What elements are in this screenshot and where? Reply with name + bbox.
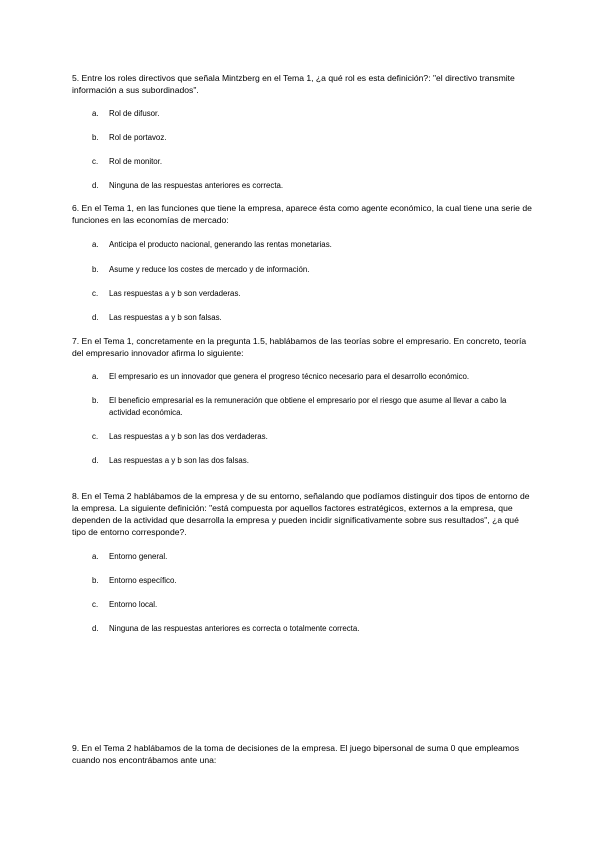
question-7-option-d	[92, 455, 512, 467]
question-8-option-d	[92, 623, 512, 635]
option-letter: d.	[92, 624, 99, 633]
question-6-option-a	[92, 239, 512, 251]
question-8-option-b	[92, 575, 512, 587]
option-letter: b.	[92, 576, 99, 585]
option-text: Entorno específico.	[109, 576, 177, 585]
option-text: Rol de portavoz.	[109, 133, 167, 142]
question-5-option-b	[92, 132, 512, 144]
option-letter: c.	[92, 600, 99, 609]
question-5-text: 5. Entre los roles directivos que señala Mintzberg en el Tema 1, ¿a qué rol es esta definición?: "el directivo transmite información a sus subordinados".	[72, 73, 515, 95]
option-letter: a.	[92, 552, 99, 561]
question-8-text: 8. En el Tema 2 hablábamos de la empresa y de su entorno, señalando que podíamos distinguir dos tipos de entorno de la empresa. La siguiente definición: "está compuesta por aquellos factores estratégicos, externos a la empresa, que dependen de la actividad que desarrolla la empresa y pueden incidir significativamente sobre sus resultados", ¿a qué tipo de entorno corresponde?.	[72, 491, 530, 537]
option-letter: a.	[92, 372, 99, 381]
option-letter: b.	[92, 133, 99, 142]
option-letter: b.	[92, 265, 99, 274]
option-letter: d.	[92, 181, 99, 190]
option-letter: a.	[92, 240, 99, 249]
question-6-text: 6. En el Tema 1, en las funciones que tiene la empresa, aparece ésta como agente económico, la cual tiene una serie de funciones en las economías de mercado:	[72, 203, 532, 225]
question-6-option-b	[92, 264, 512, 276]
option-letter: d.	[92, 313, 99, 322]
question-8-option-c	[92, 599, 512, 611]
option-text: Entorno general.	[109, 552, 168, 561]
question-5-option-d	[92, 180, 512, 192]
option-text: El beneficio empresarial es la remuneración que obtiene el empresario por el riesgo que asume al llevar a cabo la actividad económica.	[109, 396, 507, 417]
option-text: El empresario es un innovador que genera el progreso técnico necesario para el desarrollo económico.	[109, 372, 470, 381]
option-text: Ninguna de las respuestas anteriores es correcta.	[109, 181, 284, 190]
question-6-option-d	[92, 312, 512, 324]
option-text: Rol de monitor.	[109, 157, 163, 166]
option-letter: c.	[92, 432, 99, 441]
question-7-option-b	[92, 395, 512, 419]
option-text: Las respuestas a y b son las dos falsas.	[109, 456, 249, 465]
question-6-option-c	[92, 288, 512, 300]
question-5-option-a	[92, 108, 512, 120]
option-text: Las respuestas a y b son las dos verdaderas.	[109, 432, 268, 441]
question-7-option-a	[92, 371, 512, 383]
option-text: Anticipa el producto nacional, generando las rentas monetarias.	[109, 240, 332, 249]
option-text: Las respuestas a y b son falsas.	[109, 313, 222, 322]
question-7-text: 7. En el Tema 1, concretamente en la pregunta 1.5, hablábamos de las teorías sobre el empresario. En concreto, teoría del empresario innovador afirma lo siguiente:	[72, 336, 527, 358]
option-text: Entorno local.	[109, 600, 158, 609]
question-8-option-a	[92, 551, 512, 563]
option-text: Ninguna de las respuestas anteriores es correcta o totalmente correcta.	[109, 624, 360, 633]
option-letter: a.	[92, 109, 99, 118]
option-letter: d.	[92, 456, 99, 465]
question-5-option-c	[92, 156, 512, 168]
option-text: Asume y reduce los costes de mercado y de información.	[109, 265, 310, 274]
question-7-option-c	[92, 431, 512, 443]
option-text: Las respuestas a y b son verdaderas.	[109, 289, 241, 298]
option-letter: b.	[92, 396, 99, 405]
option-text: Rol de difusor.	[109, 109, 160, 118]
option-letter: c.	[92, 289, 99, 298]
question-9-text: 9. En el Tema 2 hablábamos de la toma de decisiones de la empresa. El juego bipersonal de suma 0 que empleamos cuando nos encontrábamos ante una:	[72, 743, 519, 765]
option-letter: c.	[92, 157, 99, 166]
